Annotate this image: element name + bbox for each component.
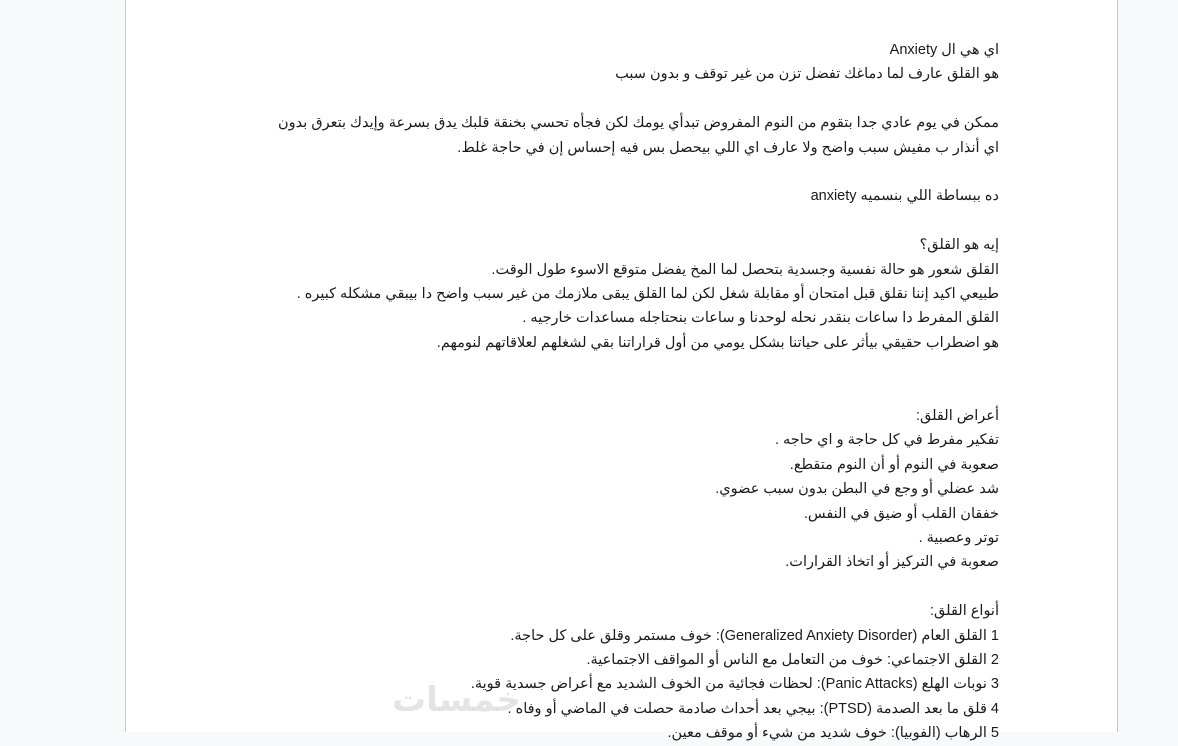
blank-line: [276, 575, 999, 599]
symptom-line: شد عضلي أو وجع في البطن بدون سبب عضوي.: [715, 481, 999, 498]
intro-paragraph: ممكن في يوم عادي جدا بتقوم من النوم المفروض تبدأي يومك لكن فجأه تحسي بخنقة قلبك يدق بسرعة وإيدك بتعرق بدون اي أنذار ب مفيش سبب واضح ولا عارف اي اللي بيحصل بس فيه إحساس إن في حاجة غلط.: [278, 115, 999, 156]
blank-line: [276, 160, 999, 184]
types-heading: أنواع القلق:: [930, 603, 999, 620]
definition-text-line: هو اضطراب حقيقي بيأثر على حياتنا بشكل يومي من أول قراراتنا بقي لشغلهم لعلاقاتهم لنومهم.: [436, 334, 999, 351]
document-page: [125, 0, 1118, 742]
definition-text-line: طبيعي اكيد إننا نقلق قبل امتحان أو مقابلة شغل لكن لما القلق يبقى ملازمك من غير سبب واضح دا بيبقي مشكله كبيره .: [296, 286, 999, 303]
type-line: 5 الرهاب (الفوبيا): خوف شديد من شيء أو موقف معين.: [667, 725, 999, 742]
blank-line: [276, 380, 999, 404]
symptom-line: صعوبة في النوم أو أن النوم متقطع.: [789, 456, 999, 473]
document-body: [276, 38, 999, 746]
section-title-anxiety: اي هي ال Anxiety: [889, 42, 999, 58]
what-is-anxiety-heading: إيه هو القلق؟: [919, 237, 999, 254]
type-line: 4 قلق ما بعد الصدمة (PTSD): بيجي بعد أحداث صادمة حصلت في الماضي أو وفاه .: [507, 700, 999, 717]
definition-line: هو القلق عارف لما دماغك تفضل تزن من غير توقف و بدون سبب: [615, 66, 999, 83]
blank-line: [276, 87, 999, 111]
definition-text-line: القلق شعور هو حالة نفسية وجسدية بتحصل لما المخ يفضل متوقع الاسوء طول الوقت.: [491, 261, 999, 278]
summary-line: ده ببساطة اللي بنسميه anxiety: [810, 188, 999, 205]
type-line: 2 القلق الاجتماعي: خوف من التعامل مع الناس أو المواقف الاجتماعية.: [586, 652, 999, 669]
type-line: 3 نوبات الهلع (Panic Attacks): لحظات فجائية من الخوف الشديد مع أعراض جسدية قوية.: [470, 676, 999, 693]
blank-line: [276, 209, 999, 233]
symptom-line: صعوبة في التركيز أو اتخاذ القرارات.: [785, 554, 999, 571]
definition-text-line: القلق المفرط دا ساعات بنقدر نحله لوحدنا و ساعات بنحتاجله مساعدات خارجيه .: [522, 310, 999, 327]
symptom-line: خفقان القلب أو ضيق في النفس.: [803, 505, 999, 522]
watermark-logo: خمسات: [392, 680, 521, 720]
blank-line: [276, 355, 999, 379]
type-line: 1 القلق العام (Generalized Anxiety Disorder): خوف مستمر وقلق على كل حاجة.: [510, 627, 999, 644]
symptom-line: تفكير مفرط في كل حاجة و اي حاجه .: [774, 432, 999, 449]
symptom-line: توتر وعصبية .: [918, 530, 999, 547]
symptoms-heading: أعراض القلق:: [916, 408, 999, 425]
